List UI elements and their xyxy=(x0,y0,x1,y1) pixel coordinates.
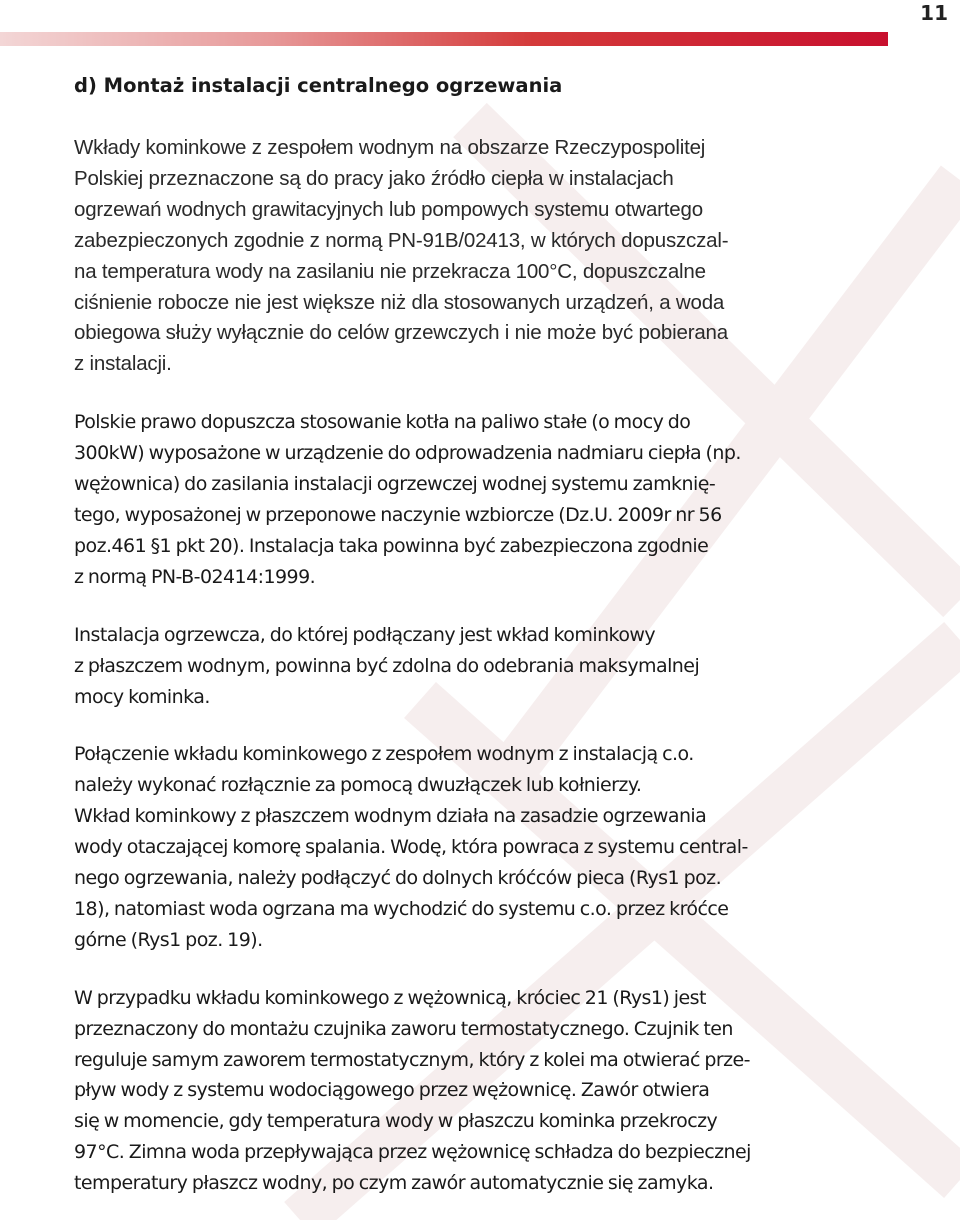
paragraph-4: Połączenie wkładu kominkowego z zespołem wodnym z instalacją c.o. należy wykonać rozłącznie za pomocą dwuzłączek lub kołnierzy. Wkład kominkowy z płaszczem wodnym działa na zasadzie ogrzewania wody otaczającej komorę spalania. Wodę, która powraca z systemu central- nego ogrzewania, należy podłączyć do dolnych króćców pieca (Rys1 poz. 18), natomiast woda ogrzana ma wychodzić do systemu c.o. przez króćce górne (Rys1 poz. 19). xyxy=(74,743,748,951)
page-number: 11 xyxy=(920,1,948,25)
paragraph-2: Polskie prawo dopuszcza stosowanie kotła na paliwo stałe (o mocy do 300kW) wyposażone w urządzenie do odprowadzenia nadmiaru ciepła (np. wężownica) do zasilania instalacji ogrzewczej wodnej systemu zamknię- tego, wyposażonej w przeponowe naczynie wzbiorcze (Dz.U. 2009r nr 56 poz.461 §1 pkt 20). Instalacja taka powinna być zabezpieczona zgodnie z normą PN-B-02414:1999. xyxy=(74,411,741,588)
header-accent-bar xyxy=(0,32,888,46)
document-content xyxy=(74,72,904,1226)
paragraph-5: W przypadku wkładu kominkowego z wężownicą, króciec 21 (Rys1) jest przeznaczony do montażu czujnika zaworu termostatycznego. Czujnik ten reguluje samym zaworem termostatycznym, który z kolei ma otwierać prze- pływ wody z systemu wodociągowego przez wężownicę. Zawór otwiera się w momencie, gdy temperatura wody w płaszczu kominka przekroczy 97°C. Zimna woda przepływająca przez wężownicę schładza do bezpiecznej temperatury płaszcz wodny, po czym zawór automatycznie się zamyka. xyxy=(74,986,751,1195)
paragraph-1: Wkłady kominkowe z zespołem wodnym na obszarze Rzeczypospolitej Polskiej przeznaczone są do pracy jako źródło ciepła w instalacjach ogrzewań wodnych grawitacyjnych lub pompowych systemu otwartego zabezpieczonych zgodnie z normą PN-91B/02413, w których dopuszczal- na temperatura wody na zasilaniu nie przekracza 100°C, dopuszczalne ciśnienie robocze nie jest większe niż dla stosowanych urządzeń, a woda obiegowa służy wyłącznie do celów grzewczych i nie może być pobierana z instalacji. xyxy=(74,136,729,376)
section-heading: d) Montaż instalacji centralnego ogrzewania xyxy=(74,74,563,97)
paragraph-3: Instalacja ogrzewcza, do której podłączany jest wkład kominkowy z płaszczem wodnym, powinna być zdolna do odebrania maksymalnej mocy kominka. xyxy=(74,623,700,708)
